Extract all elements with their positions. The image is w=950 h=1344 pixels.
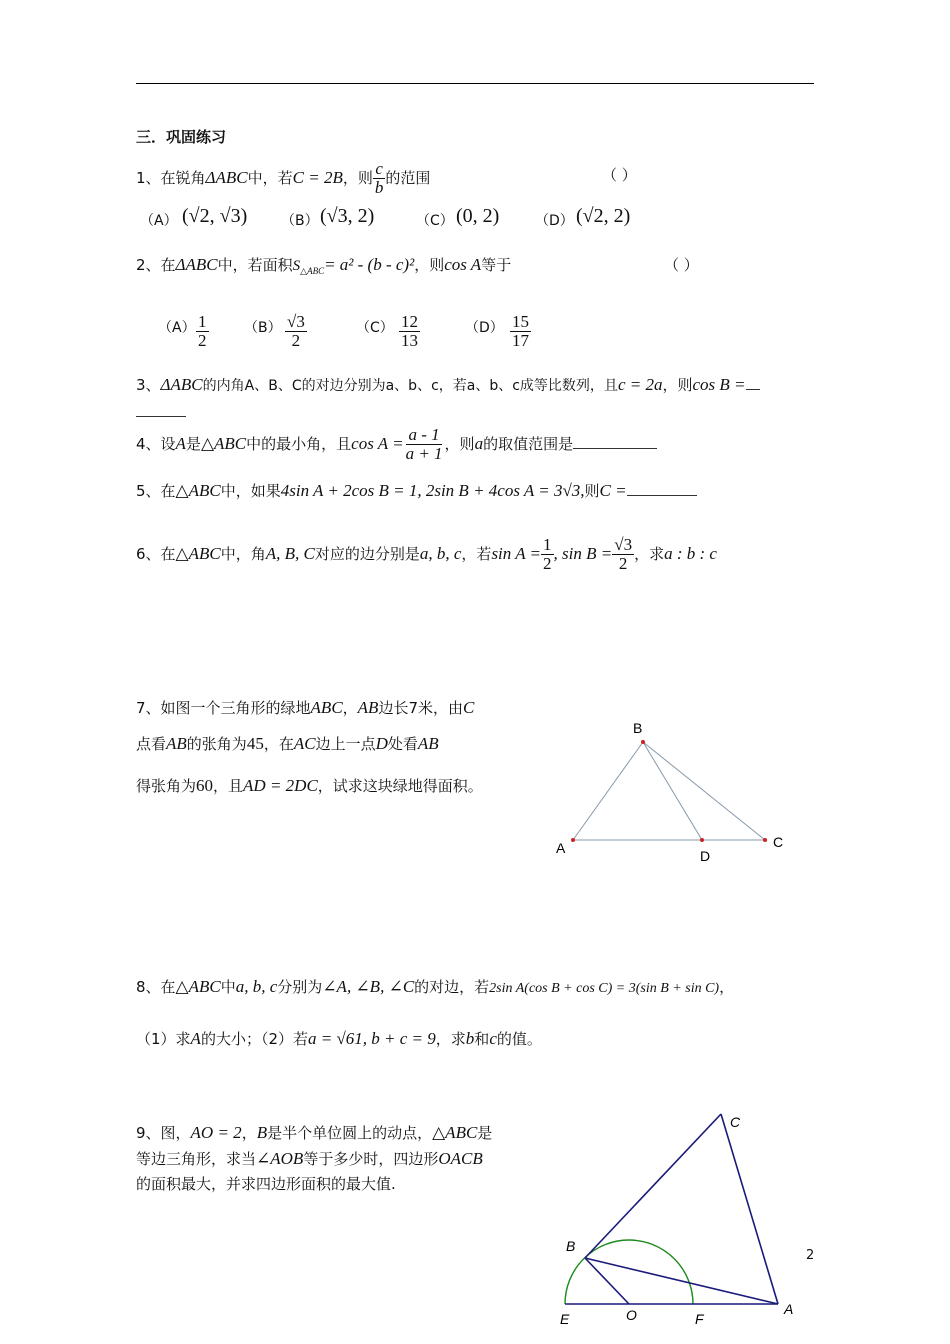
q9-side-ba — [585, 1258, 778, 1304]
q7-side-bc — [643, 742, 765, 840]
q2-answer-bracket: （ ） — [664, 256, 699, 274]
q7-label-c: C — [773, 834, 784, 850]
question-9-line-2: 等边三角形，求当∠AOB等于多少时，四边形OACB — [136, 1149, 483, 1168]
q7-label-d: D — [700, 848, 711, 864]
q1-option-b-label: （B） — [281, 213, 319, 229]
question-2: 2、在ΔABC中，若面积$S_{\triangle ABC}= a^2 - (b - c)^2$，则cos A等于 — [136, 255, 512, 276]
q2-option-c-label: （C） — [356, 320, 394, 336]
q1-option-b: (√3, 2) — [320, 205, 375, 227]
question-1: 1、在锐角ΔABC中，若C = 2B，则 $\frac{c}{b}$ 的范围 — [136, 159, 431, 197]
question-5: 5、在△ABC中，如果4sin A + 2cos B = 1, 2sin B + 4cos A = 3√3,则C = — [136, 480, 697, 501]
q3-answer-blank-2[interactable] — [136, 402, 186, 417]
q1-option-d: (√2, 2) — [576, 205, 631, 227]
q7-point-b — [641, 740, 645, 744]
question-7-line-3: 得张角为60，且AD = 2DC，试求这块绿地得面积。 — [136, 776, 483, 795]
q6-sinB-fraction: $\frac{√3}{2}$ — [614, 535, 633, 573]
q7-point-a — [571, 838, 575, 842]
question-9-line-3: 的面积最大，并求四边形面积的最大值. — [136, 1175, 396, 1193]
question-4: 4、设A是△ABC中的最小角，且cos A = $\frac{a - 1}{a + 1}$ ，则a的取值范围是 — [136, 426, 657, 463]
q9-figure — [550, 1106, 810, 1342]
q7-point-d — [700, 838, 704, 842]
q7-label-b: B — [633, 720, 643, 736]
q2-option-c: $\frac{12}{13}$ — [401, 312, 418, 350]
q9-segment-bo — [585, 1258, 629, 1304]
header-rule — [136, 83, 814, 84]
q1-answer-bracket: （ ） — [602, 166, 637, 184]
q2-option-a: $\frac{1}{2}$ — [198, 312, 207, 350]
question-7-line-1: 7、如图一个三角形的绿地ABC，AB边长7米，由C — [136, 698, 475, 717]
q9-side-ca — [721, 1114, 778, 1304]
q1-fraction: $\frac{c}{b}$ — [374, 159, 384, 197]
q2-option-b: $\frac{√3}{2}$ — [287, 312, 305, 350]
question-8-line-1: 8、在△ABC中a, b, c分别为∠A, ∠B, ∠C的对边，若2sin A(cos B + cos C) = 3(sin B + sin C)， — [136, 977, 735, 996]
q1-option-a-label: （A） — [140, 213, 178, 229]
q7-triangle-figure — [540, 712, 800, 872]
q7-side-ab — [573, 742, 643, 840]
page-number: 2 — [806, 1248, 815, 1263]
q2-option-d: $\frac{15}{17}$ — [512, 312, 529, 350]
q9-label-a: A — [784, 1301, 794, 1317]
q2-option-a-label: （A） — [158, 320, 196, 336]
q7-segment-bd — [643, 742, 702, 840]
q4-fraction: $\frac{a - 1}{a + 1}$ — [405, 425, 443, 463]
q1-option-c: (0, 2) — [456, 205, 500, 227]
q4-answer-blank[interactable] — [573, 434, 657, 449]
q9-label-f: F — [695, 1311, 704, 1327]
q2-option-b-label: （B） — [244, 320, 282, 336]
q9-label-o: O — [626, 1307, 637, 1323]
section-title: 三．巩固练习 — [136, 128, 227, 146]
question-9-line-1: 9、图，AO = 2，B是半个单位圆上的动点，△ABC是 — [136, 1123, 493, 1142]
question-3: 3、ΔABC的内角A、B、C的对边分别为a、b、c，若a、b、c成等比数列，且c = 2a，则cos B = — [136, 374, 760, 395]
q1-option-d-label: （D） — [535, 213, 574, 229]
q7-label-a: A — [556, 840, 566, 856]
q9-label-b: B — [566, 1238, 576, 1254]
question-8-line-2: （1）求A的大小；（2）若a = √61, b + c = 9，求b和c的值。 — [136, 1029, 542, 1048]
q5-answer-blank[interactable] — [627, 485, 697, 496]
q9-side-bc — [585, 1114, 721, 1258]
q2-option-d-label: （D） — [465, 320, 504, 336]
q6-sinA-fraction: $\frac{1}{2}$ — [543, 535, 552, 573]
q1-option-a: (√2, √3) — [182, 205, 248, 227]
question-7-line-2: 点看AB的张角为45，在AC边上一点D处看AB — [136, 734, 439, 753]
q1-option-c-label: （C） — [416, 213, 454, 229]
q9-label-c: C — [730, 1114, 741, 1130]
q7-point-c — [763, 838, 767, 842]
q3-answer-blank-1[interactable] — [746, 389, 760, 390]
q9-label-e: E — [560, 1311, 570, 1327]
q9-semicircle — [565, 1240, 693, 1304]
question-6: 6、在△ABC中，角A, B, C对应的边分别是a, b, c，若sin A = $\frac{1}{2}$ , sin B = $\frac{√3}{2}$ ，求a : b : c — [136, 535, 717, 573]
